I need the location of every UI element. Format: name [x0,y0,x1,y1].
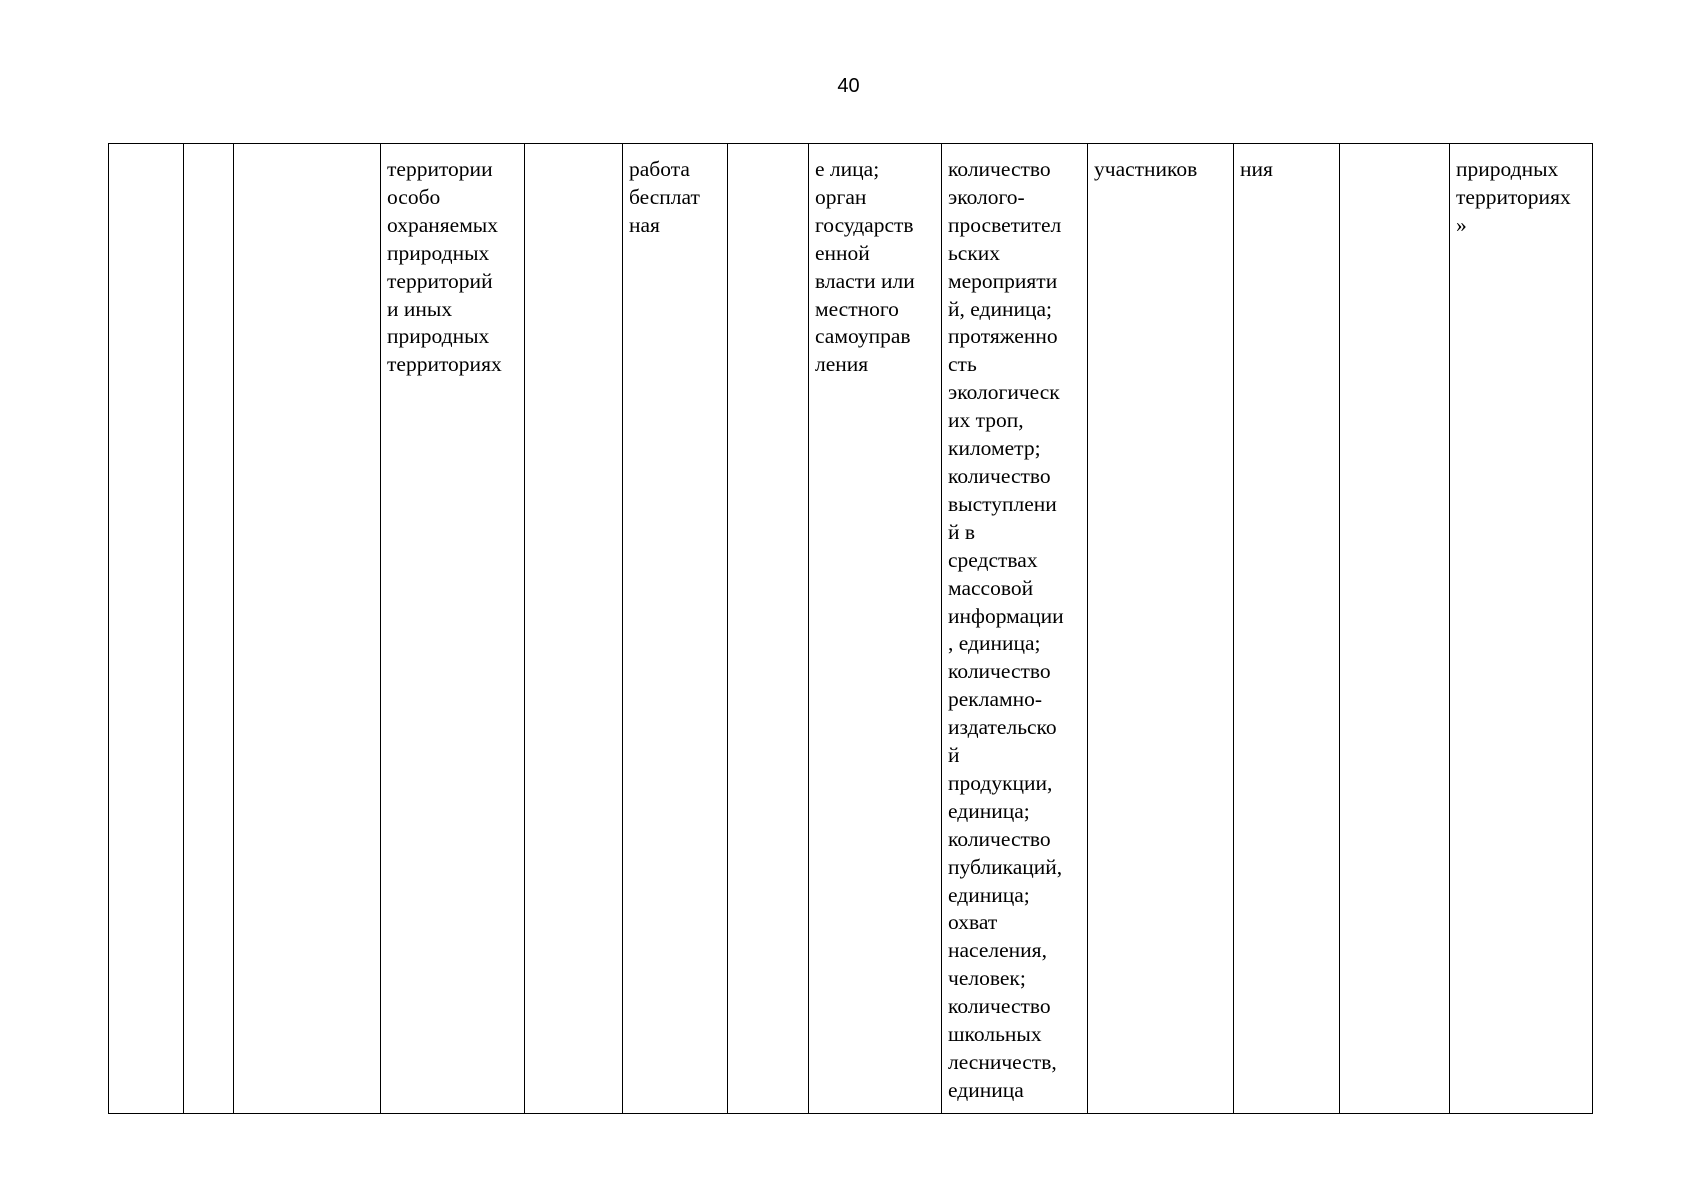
document-table [108,143,1593,1114]
table-cell-2 [184,144,234,1114]
table-cell-1 [109,144,184,1114]
cell-text: ния [1240,157,1273,181]
table-row [109,144,1593,1114]
cell-text: е лица; орган государств енной власти или местного самоуправ ления [815,157,915,377]
table-cell-participants [1088,144,1234,1114]
table-cell-territories [381,144,525,1114]
cell-text: работа бесплат ная [629,157,700,237]
cell-text: участников [1094,157,1198,181]
table-cell-11 [1234,144,1340,1114]
table-cell-7 [728,144,809,1114]
table-cell-12 [1340,144,1450,1114]
cell-text: территории особо охраняемых природных территорий и иных природных территориях [387,157,502,377]
table-cell-3 [234,144,381,1114]
table-cell-authority [809,144,942,1114]
page-number: 40 [837,75,860,97]
cell-text: природных территориях » [1456,157,1571,237]
table-cell-natural-territories [1450,144,1593,1114]
table-cell-indicators [942,144,1088,1114]
table-cell-work [623,144,728,1114]
table-cell-5 [525,144,623,1114]
cell-text: количество эколого- просветител ьских мероприяти й, единица; протяженно сть экологическ их троп, километр; количество выступлени й в средствах массовой информации , единица; количество рекламно- издательско й продукции, единица; количество публикаций, единица; охват населения, человек; количество школьных лесничеств, единица [948,157,1064,1102]
